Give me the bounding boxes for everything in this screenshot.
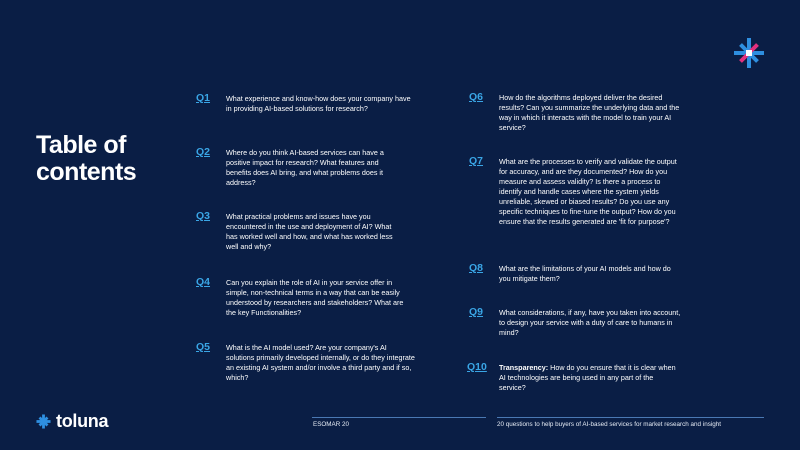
question-label: Transparency: — [499, 363, 549, 372]
question-text: What are the limitations of your AI models and how do you mitigate them? — [499, 264, 671, 283]
question-item-q8[interactable] — [469, 263, 681, 284]
toluna-star-small-icon — [36, 414, 51, 429]
question-text: What is the AI model used? Are your company's AI solutions primarily developed internally, or do they integrate an existing AI system and/or involve a third party and if so, which? — [226, 343, 415, 382]
question-text: What considerations, if any, have you taken into account, to design your service with a duty of care to humans in mind? — [499, 308, 681, 337]
question-text: How do the algorithms deployed deliver the desired results? Can you summarize the underlying data and the way in which it interacts with the model to train your AI service? — [499, 93, 680, 132]
question-text: Where do you think AI-based services can have a positive impact for research? What features and benefits does AI bring, and what problems does it address? — [226, 148, 384, 187]
question-item-q2[interactable] — [196, 147, 401, 188]
question-item-q4[interactable] — [196, 277, 408, 318]
toluna-star-logo-icon — [733, 37, 765, 69]
question-item-q5[interactable] — [196, 342, 416, 383]
question-item-q7[interactable] — [469, 156, 679, 227]
page-title-line-1: Table of — [36, 131, 126, 159]
question-text — [499, 362, 679, 393]
question-number[interactable]: Q8 — [469, 262, 484, 274]
question-number[interactable]: Q4 — [196, 276, 211, 288]
question-number[interactable]: Q10 — [467, 361, 487, 373]
question-text: What practical problems and issues have you encountered in the use and deployment of AI? What has worked well and how, and what has worked less well and why? — [226, 212, 393, 251]
question-item-q6[interactable] — [469, 92, 683, 133]
question-text: What are the processes to verify and validate the output for accuracy, and are they documented? How do you measure and assess validity? Is there a process to identify and handle cases where the system yields unreliable, skewed or biased results? Do you use any specific techniques to fine-tune the output? How do you ensure that the results generated are 'fit for purpose'? — [499, 157, 677, 226]
question-number[interactable]: Q3 — [196, 210, 211, 222]
question-text: Can you explain the role of AI in your service offer in simple, non-technical terms in a way that can be easily understood by researchers and stakeholders? What are the key Functionalities? — [226, 278, 404, 317]
question-number[interactable]: Q7 — [469, 155, 484, 167]
brand-name: toluna — [56, 411, 109, 431]
page-title — [36, 132, 136, 186]
question-body: How do you ensure that it is clear when AI technologies are being used in any part of the service? — [499, 363, 676, 392]
question-text: What experience and know-how does your company have in providing AI-based solutions for research? — [226, 94, 411, 113]
question-number[interactable]: Q1 — [196, 92, 211, 104]
question-number[interactable]: Q2 — [196, 146, 211, 158]
footer-divider-left — [312, 417, 486, 418]
footer-divider-right — [497, 417, 764, 418]
footer-right-text: 20 questions to help buyers of AI-based services for market research and insight — [497, 421, 722, 428]
page-title-line-2: contents — [36, 158, 137, 186]
question-number[interactable]: Q5 — [196, 341, 211, 353]
question-number[interactable]: Q9 — [469, 306, 484, 318]
question-item-q3[interactable] — [196, 211, 404, 252]
brand-logo — [36, 411, 108, 431]
question-number[interactable]: Q6 — [469, 91, 484, 103]
footer-left-text: ESOMAR 20 — [313, 421, 350, 428]
question-item-q1[interactable] — [196, 93, 414, 114]
question-item-q9[interactable] — [469, 307, 681, 338]
question-item-q10[interactable] — [467, 362, 679, 393]
